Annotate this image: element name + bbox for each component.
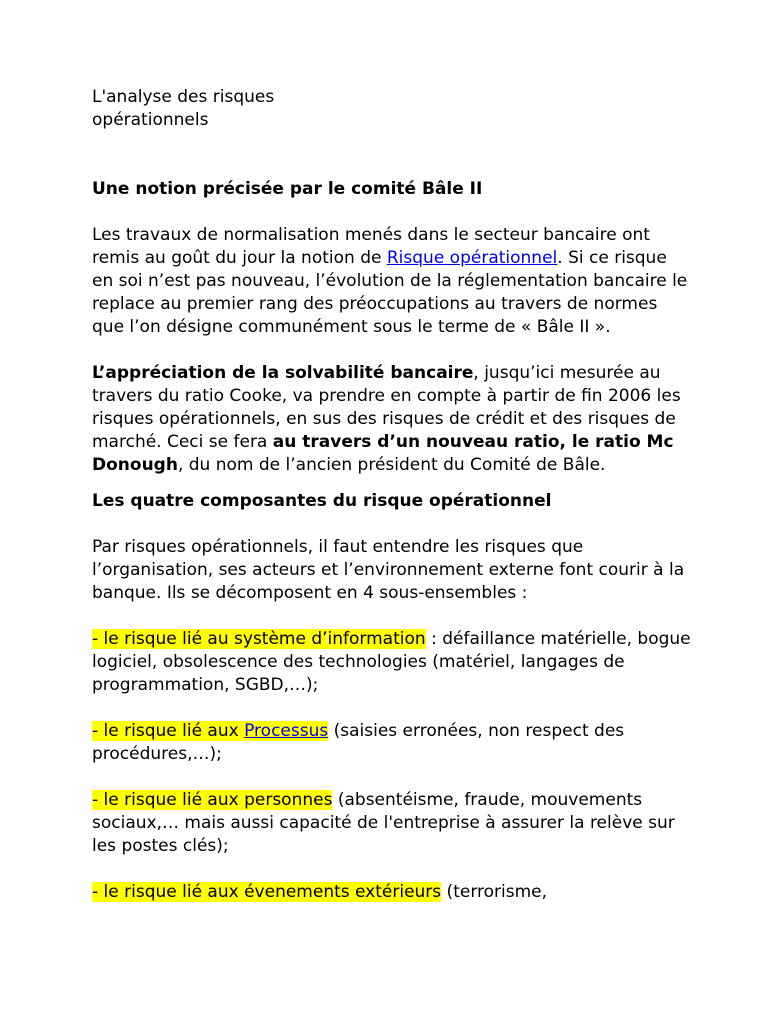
highlighted-text: - le risque lié aux personnes xyxy=(92,790,333,810)
paragraph-text: . Si ce risque en soi n’est pas nouveau, l’évolution de la réglementation bancaire le replace au premier rang des préoccupations au travers de normes que l’on désigne communément sous le terme de « Bâle II ». xyxy=(92,248,688,337)
highlighted-label: - le risque lié aux xyxy=(92,721,245,741)
document-title xyxy=(92,86,692,132)
item-text: (terrorisme, xyxy=(441,882,548,902)
paragraph-solvabilite xyxy=(92,362,692,477)
highlighted-text: - le risque lié au système d’information xyxy=(92,629,426,649)
paragraph-normalisation xyxy=(92,224,692,339)
processus-link[interactable]: Processus xyxy=(244,721,329,741)
list-item-systeme-information xyxy=(92,628,692,697)
bold-text: au travers d’un nouveau ratio, le ratio Mc Donough xyxy=(92,432,674,475)
title-line-2: opérationnels xyxy=(92,110,209,130)
document-body xyxy=(92,86,692,904)
list-item-processus xyxy=(92,720,692,766)
title-line-1: L'analyse des risques xyxy=(92,87,275,107)
section-heading-composantes: Les quatre composantes du risque opérationnel xyxy=(92,491,552,511)
section-heading-bale: Une notion précisée par le comité Bâle II xyxy=(92,179,483,199)
highlighted-text: - le risque lié aux évenements extérieurs xyxy=(92,882,442,902)
item-text: : défaillance matérielle, bogue logiciel, obsolescence des technologies (matériel, langages de programmation, SGBD,…); xyxy=(92,629,691,695)
paragraph-text: Les travaux de normalisation menés dans le secteur bancaire ont remis au goût du jour la notion de xyxy=(92,225,650,268)
paragraph-text: , jusqu’ici mesurée au travers du ratio Cooke, va prendre en compte à partir de fin 2006 les risques opérationnels, en sus des risques de crédit et des risques de marché. Ceci se fera xyxy=(92,363,681,452)
list-item-evenements xyxy=(92,881,692,904)
item-text: (saisies erronées, non respect des procédures,…); xyxy=(92,721,625,764)
paragraph-text: , du nom de l’ancien président du Comité de Bâle. xyxy=(177,455,606,475)
item-text: (absentéisme, fraude, mouvements sociaux,… mais aussi capacité de l'entreprise à assurer la relève sur les postes clés); xyxy=(92,790,675,856)
list-item-personnes xyxy=(92,789,692,858)
highlighted-text xyxy=(92,721,328,741)
paragraph-definition: Par risques opérationnels, il faut entendre les risques que l’organisation, ses acteurs et l’environnement externe font courir à la banque. Ils se décomposent en 4 sous-ensembles : xyxy=(92,537,685,603)
risque-operationnel-link[interactable]: Risque opérationnel xyxy=(386,248,558,268)
bold-text: L’appréciation de la solvabilité bancaire xyxy=(92,363,474,383)
